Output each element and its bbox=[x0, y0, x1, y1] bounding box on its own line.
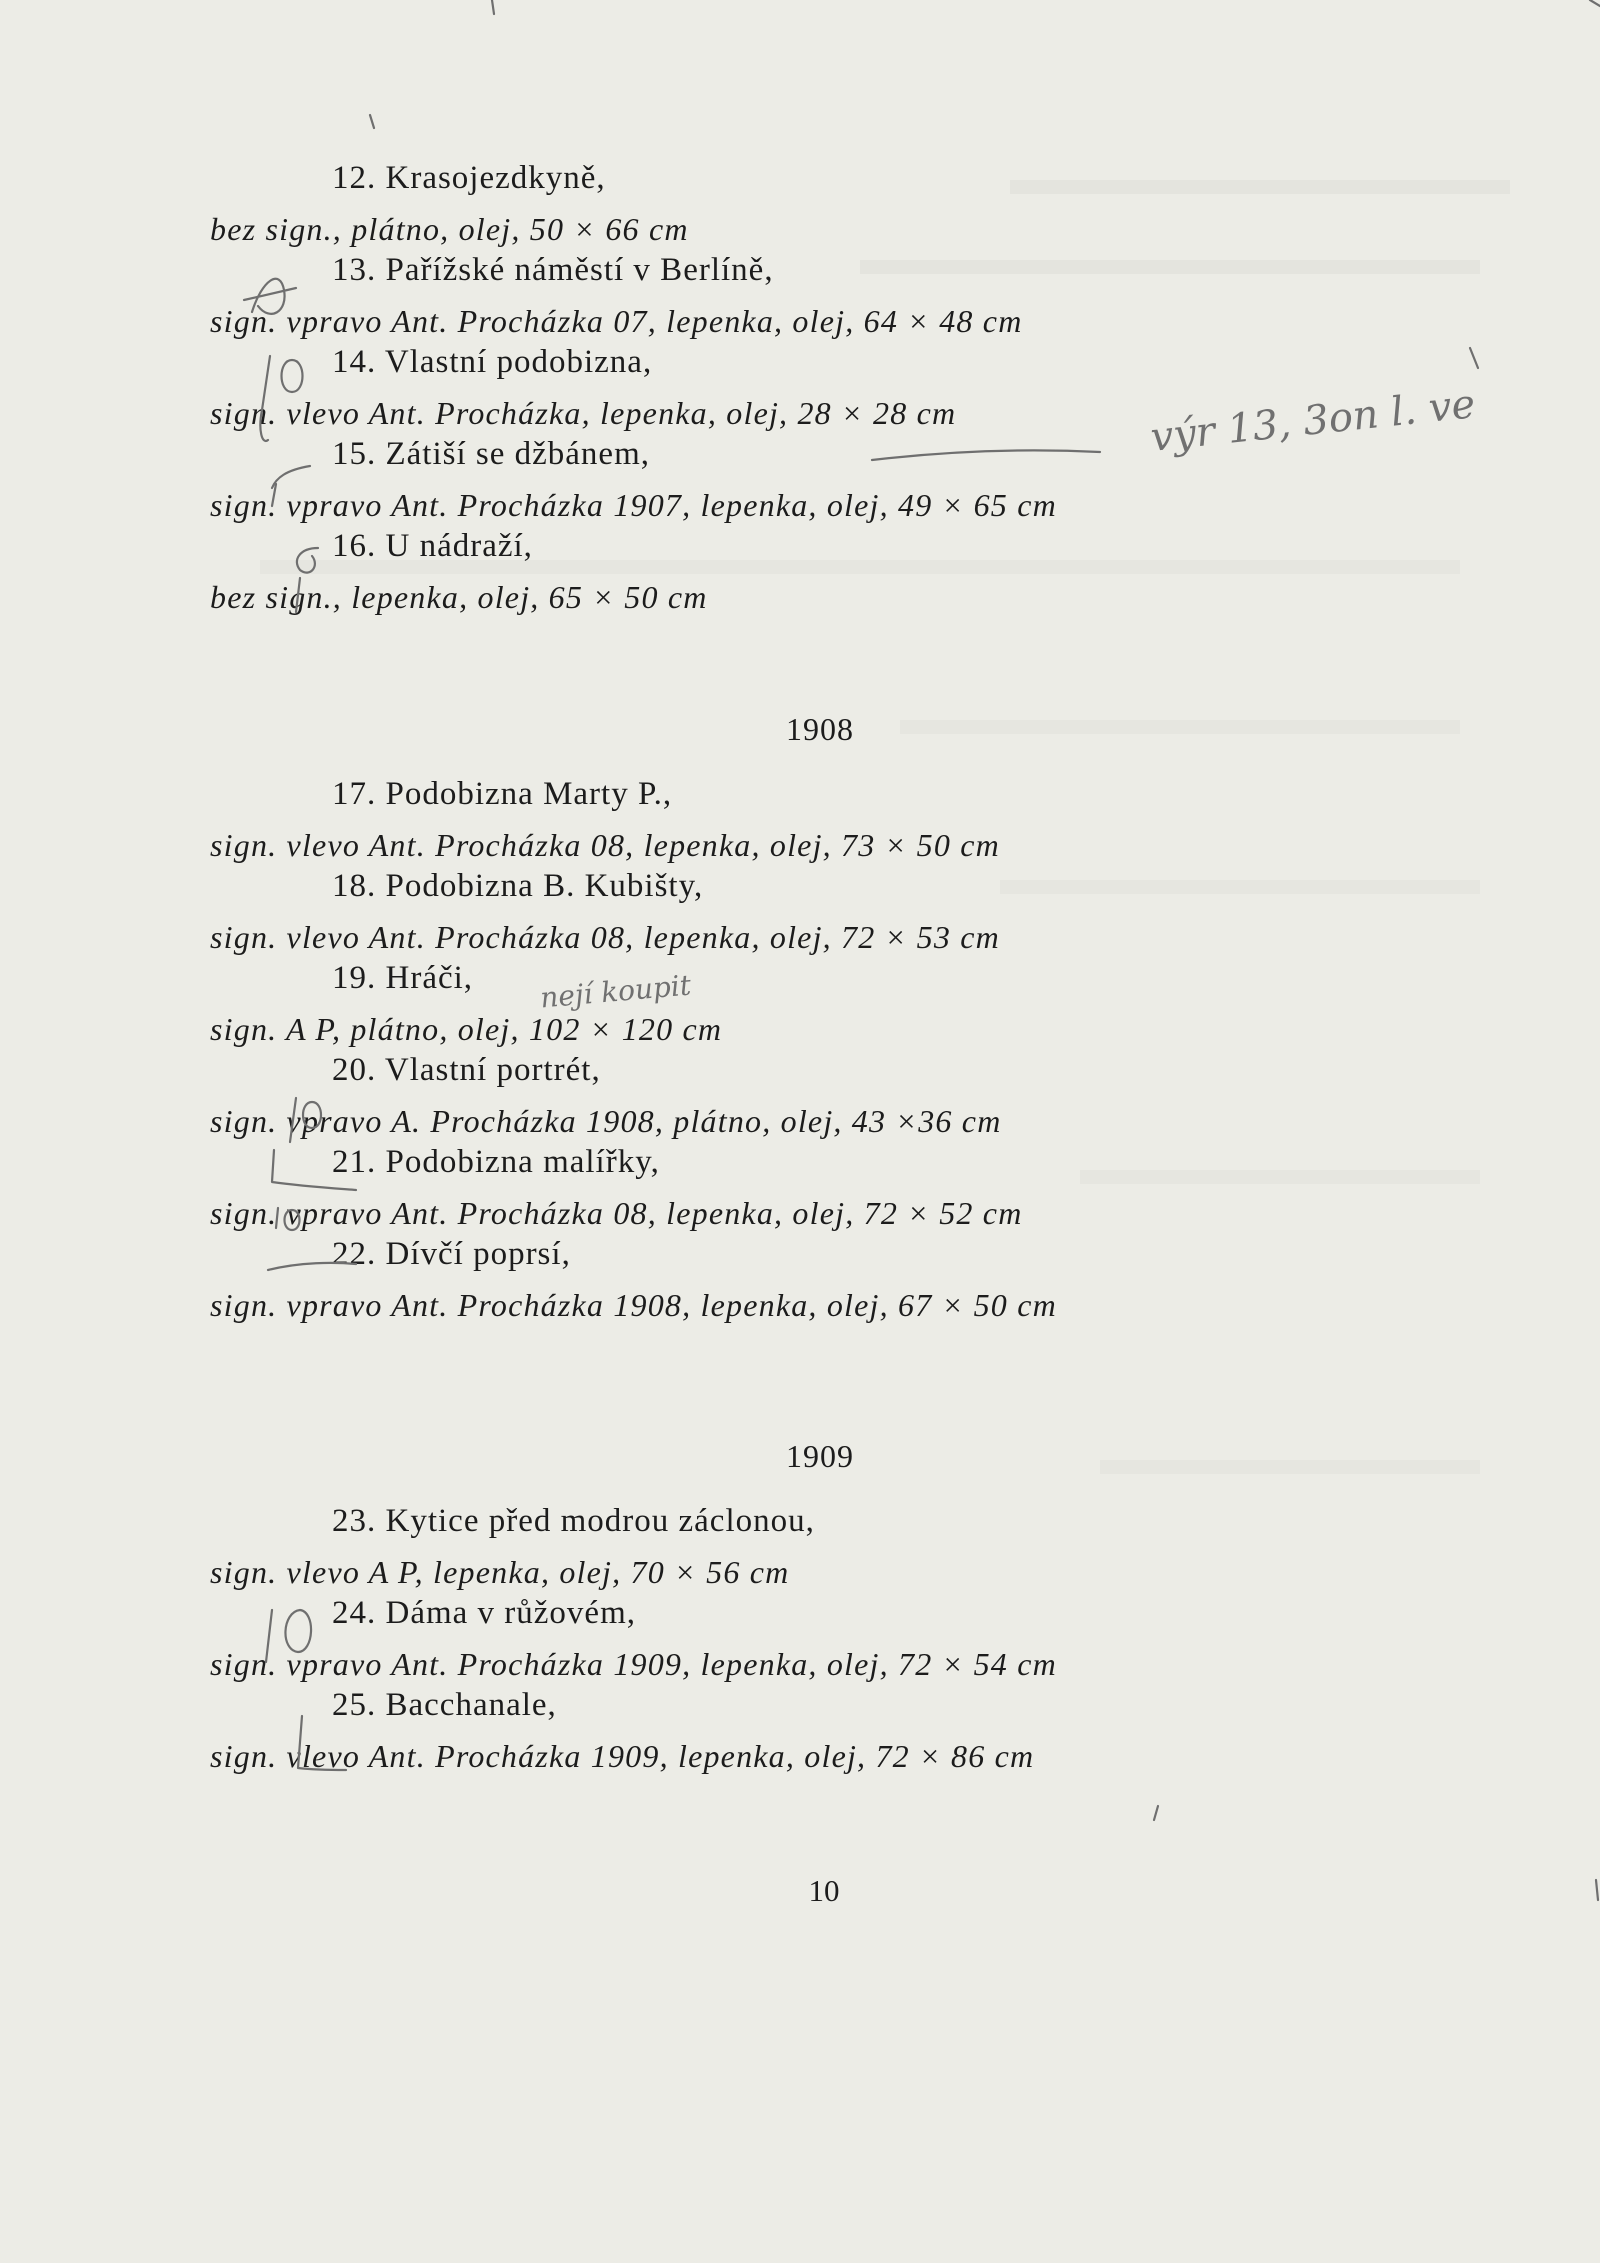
entry-title: 25. Bacchanale, bbox=[332, 1687, 557, 1723]
entry-title: 14. Vlastní podobizna, bbox=[332, 344, 653, 380]
entry-title: 21. Podobizna malířky, bbox=[332, 1144, 660, 1180]
pencil-note-14: výr 13, 3on l. ve bbox=[1148, 381, 1478, 461]
entry-detail: sign. vlevo Ant. Procházka 08, lepenka, olej, 72 × 53 cm bbox=[210, 919, 1000, 955]
entry-detail: sign. vpravo Ant. Procházka 08, lepenka, olej, 72 × 52 cm bbox=[210, 1195, 1023, 1231]
pencil-tick-mark bbox=[492, 0, 494, 14]
entry-detail: sign. vlevo Ant. Procházka, lepenka, olej, 28 × 28 cm bbox=[210, 395, 957, 431]
bleed-through-line bbox=[860, 260, 1480, 274]
bleed-through-line bbox=[1000, 880, 1480, 894]
entry-detail: sign. vlevo A P, lepenka, olej, 70 × 56 cm bbox=[210, 1554, 790, 1590]
pencil-tick-mark bbox=[1590, 0, 1600, 6]
entry-title: 20. Vlastní portrét, bbox=[332, 1052, 601, 1088]
entry-title: 17. Podobizna Marty P., bbox=[332, 776, 673, 812]
entry-detail: sign. vlevo Ant. Procházka 1909, lepenka, olej, 72 × 86 cm bbox=[210, 1738, 1035, 1774]
entry-detail: sign. vpravo A. Procházka 1908, plátno, olej, 43 ×36 cm bbox=[210, 1103, 1002, 1139]
year-heading-1909: 1909 bbox=[786, 1438, 854, 1474]
entry-title: 12. Krasojezdkyně, bbox=[332, 160, 606, 196]
entry-detail: sign. vlevo Ant. Procházka 08, lepenka, olej, 73 × 50 cm bbox=[210, 827, 1000, 863]
pencil-underline bbox=[872, 450, 1100, 460]
entry-title: 19. Hráči, bbox=[332, 960, 474, 996]
entry-detail: sign. vpravo Ant. Procházka 1908, lepenka, olej, 67 × 50 cm bbox=[210, 1287, 1057, 1323]
year-heading-1908: 1908 bbox=[786, 711, 854, 747]
bleed-through-line bbox=[1080, 1170, 1480, 1184]
entry-title: 22. Dívčí poprsí, bbox=[332, 1236, 571, 1272]
entry-detail: sign. A P, plátno, olej, 102 × 120 cm bbox=[210, 1011, 723, 1047]
pencil-tick-mark bbox=[1470, 348, 1478, 368]
entry-title: 24. Dáma v růžovém, bbox=[332, 1595, 636, 1631]
entry-title: 18. Podobizna B. Kubišty, bbox=[332, 868, 704, 904]
pencil-stroke bbox=[272, 466, 310, 488]
entry-title: 15. Zátiší se džbánem, bbox=[332, 436, 651, 472]
entry-title: 13. Pařížské náměstí v Berlíně, bbox=[332, 252, 774, 288]
entry-detail: bez sign., lepenka, olej, 65 × 50 cm bbox=[210, 579, 708, 615]
bleed-through-line bbox=[1010, 180, 1510, 194]
pencil-note-19: nejí koupit bbox=[538, 968, 693, 1015]
entry-detail: sign. vpravo Ant. Procházka 1909, lepenka, olej, 72 × 54 cm bbox=[210, 1646, 1057, 1682]
pencil-tick-mark bbox=[370, 115, 374, 128]
entry-title: 23. Kytice před modrou záclonou, bbox=[332, 1503, 815, 1539]
entry-detail: sign. vpravo Ant. Procházka 1907, lepenka, olej, 49 × 65 cm bbox=[210, 487, 1057, 523]
page-number: 10 bbox=[808, 1873, 840, 1908]
pencil-number-mark bbox=[282, 360, 303, 392]
entry-title: 16. U nádraží, bbox=[332, 528, 533, 564]
entry-detail: bez sign., plátno, olej, 50 × 66 cm bbox=[210, 211, 689, 247]
entry-detail: sign. vpravo Ant. Procházka 07, lepenka, olej, 64 × 48 cm bbox=[210, 303, 1023, 339]
pencil-tick-mark bbox=[1154, 1806, 1158, 1820]
